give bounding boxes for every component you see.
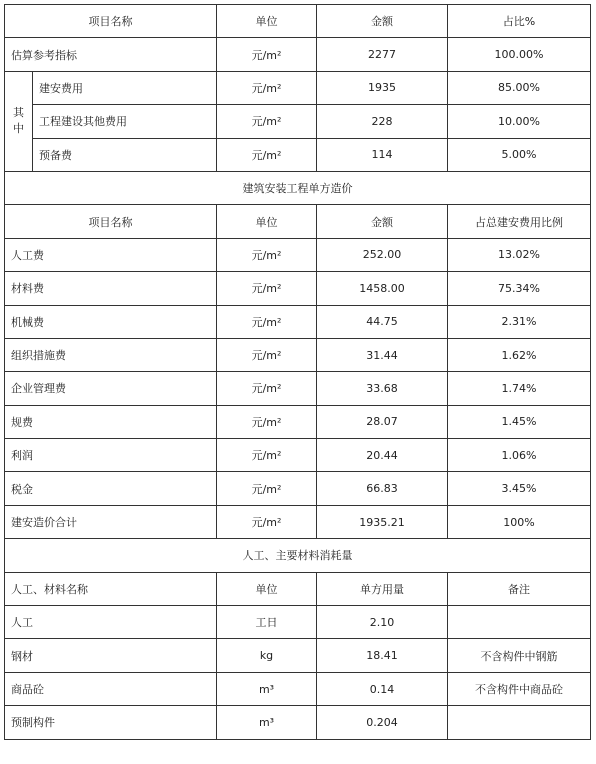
item-qty: 2.10 — [317, 606, 448, 639]
item-amount: 1935.21 — [317, 505, 448, 538]
item-name: 预备费 — [33, 138, 217, 171]
section-title-row — [5, 539, 591, 572]
unit-cost-row — [5, 472, 591, 505]
group-label-char: 其 — [13, 106, 24, 120]
material-row — [5, 672, 591, 705]
section-title: 人工、主要材料消耗量 — [5, 539, 591, 572]
item-name: 预制构件 — [5, 706, 217, 739]
item-ratio: 85.00% — [448, 71, 591, 104]
item-name: 人工费 — [5, 238, 217, 271]
section-title-row — [5, 171, 591, 204]
item-unit: m³ — [217, 672, 317, 705]
unit-cost-row — [5, 405, 591, 438]
item-amount: 114 — [317, 138, 448, 171]
item-unit: 元/m² — [217, 472, 317, 505]
item-name: 税金 — [5, 472, 217, 505]
item-name: 商品砼 — [5, 672, 217, 705]
item-name: 规费 — [5, 405, 217, 438]
item-name: 材料费 — [5, 272, 217, 305]
estimate-total-row — [5, 38, 591, 71]
header-cell: 备注 — [448, 572, 591, 605]
header-cell: 金额 — [317, 5, 448, 38]
item-name: 建安费用 — [33, 71, 217, 104]
header-cell: 项目名称 — [5, 5, 217, 38]
item-name: 组织措施费 — [5, 338, 217, 371]
item-unit: m³ — [217, 706, 317, 739]
cost-table — [4, 4, 591, 740]
estimate-sub-row — [5, 71, 591, 104]
estimate-header-row — [5, 5, 591, 38]
item-name: 人工 — [5, 606, 217, 639]
header-cell: 单位 — [217, 205, 317, 238]
item-name: 工程建设其他费用 — [33, 105, 217, 138]
item-name: 利润 — [5, 439, 217, 472]
item-ratio: 1.62% — [448, 338, 591, 371]
material-row — [5, 606, 591, 639]
item-note: 不含构件中商品砼 — [448, 672, 591, 705]
item-unit: 元/m² — [217, 305, 317, 338]
estimate-sub-row — [5, 105, 591, 138]
item-unit: 元/m² — [217, 505, 317, 538]
item-ratio: 1.06% — [448, 439, 591, 472]
unit-cost-row — [5, 338, 591, 371]
group-label — [5, 71, 33, 171]
item-unit: 元/m² — [217, 138, 317, 171]
item-unit: 元/m² — [217, 405, 317, 438]
item-ratio: 10.00% — [448, 105, 591, 138]
item-note: 不含构件中钢筋 — [448, 639, 591, 672]
item-amount: 2277 — [317, 38, 448, 71]
item-note — [448, 706, 591, 739]
header-cell: 占总建安费用比例 — [448, 205, 591, 238]
item-amount: 31.44 — [317, 338, 448, 371]
item-name: 机械费 — [5, 305, 217, 338]
material-row — [5, 706, 591, 739]
item-qty: 0.204 — [317, 706, 448, 739]
group-label-char: 中 — [13, 122, 24, 136]
item-unit: kg — [217, 639, 317, 672]
item-ratio: 1.45% — [448, 405, 591, 438]
item-unit: 元/m² — [217, 38, 317, 71]
item-ratio: 5.00% — [448, 138, 591, 171]
item-amount: 1935 — [317, 71, 448, 104]
item-unit: 元/m² — [217, 439, 317, 472]
item-name: 钢材 — [5, 639, 217, 672]
item-amount: 252.00 — [317, 238, 448, 271]
unit-cost-row — [5, 272, 591, 305]
unit-cost-row — [5, 505, 591, 538]
header-cell: 金额 — [317, 205, 448, 238]
item-unit: 工日 — [217, 606, 317, 639]
item-unit: 元/m² — [217, 372, 317, 405]
item-ratio: 100.00% — [448, 38, 591, 71]
item-ratio: 100% — [448, 505, 591, 538]
header-cell: 单位 — [217, 572, 317, 605]
item-amount: 44.75 — [317, 305, 448, 338]
item-unit: 元/m² — [217, 238, 317, 271]
unit-cost-row — [5, 372, 591, 405]
unit-cost-row — [5, 439, 591, 472]
item-amount: 33.68 — [317, 372, 448, 405]
unit-cost-header-row — [5, 205, 591, 238]
header-cell: 人工、材料名称 — [5, 572, 217, 605]
item-unit: 元/m² — [217, 272, 317, 305]
unit-cost-row — [5, 238, 591, 271]
header-cell: 单方用量 — [317, 572, 448, 605]
estimate-sub-row — [5, 138, 591, 171]
item-qty: 0.14 — [317, 672, 448, 705]
header-cell: 占比% — [448, 5, 591, 38]
item-unit: 元/m² — [217, 105, 317, 138]
materials-header-row — [5, 572, 591, 605]
item-unit: 元/m² — [217, 338, 317, 371]
item-ratio: 3.45% — [448, 472, 591, 505]
item-ratio: 1.74% — [448, 372, 591, 405]
header-cell: 项目名称 — [5, 205, 217, 238]
item-ratio: 13.02% — [448, 238, 591, 271]
header-cell: 单位 — [217, 5, 317, 38]
item-name: 企业管理费 — [5, 372, 217, 405]
item-name: 估算参考指标 — [5, 38, 217, 71]
item-name: 建安造价合计 — [5, 505, 217, 538]
item-ratio: 2.31% — [448, 305, 591, 338]
item-note — [448, 606, 591, 639]
item-qty: 18.41 — [317, 639, 448, 672]
unit-cost-row — [5, 305, 591, 338]
item-unit: 元/m² — [217, 71, 317, 104]
item-amount: 20.44 — [317, 439, 448, 472]
material-row — [5, 639, 591, 672]
item-amount: 28.07 — [317, 405, 448, 438]
item-ratio: 75.34% — [448, 272, 591, 305]
cost-table-body — [5, 5, 591, 740]
item-amount: 1458.00 — [317, 272, 448, 305]
section-title: 建筑安装工程单方造价 — [5, 171, 591, 204]
item-amount: 66.83 — [317, 472, 448, 505]
item-amount: 228 — [317, 105, 448, 138]
